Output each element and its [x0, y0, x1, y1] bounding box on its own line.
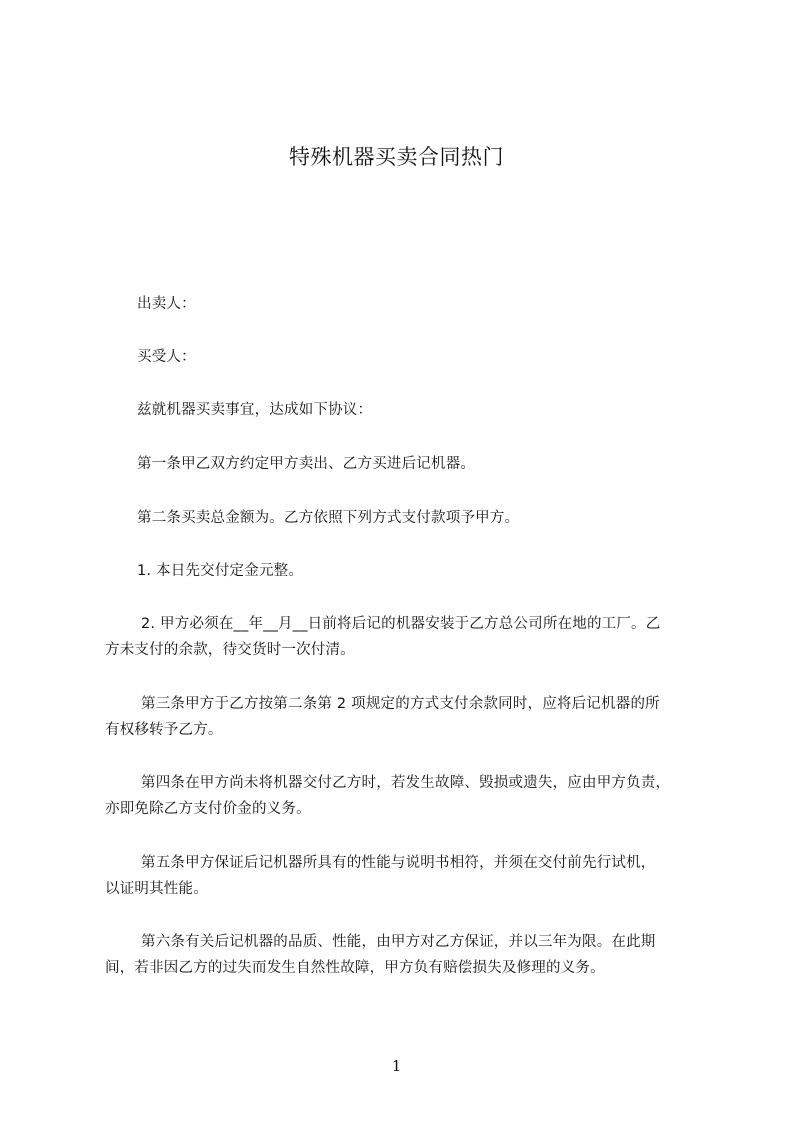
article-4-line-2: 亦即免除乙方支付价金的义务。 — [105, 801, 311, 817]
buyer-label: 买受人： — [137, 349, 196, 365]
article-2-item-2-line-1: 2. 甲方必须在__年__月__日前将后记的机器安装于乙方总公司所在地的工厂。乙 — [141, 616, 661, 632]
article-3-line-2: 有权移转予乙方。 — [105, 722, 223, 738]
article-3-line-1: 第三条甲方于乙方按第二条第 2 项规定的方式支付余款同时，应将后记机器的所 — [141, 696, 660, 712]
seller-label: 出卖人： — [137, 296, 196, 312]
article-2-item-1: 1. 本日先交付定金元整。 — [137, 563, 304, 579]
page-number: 1 — [391, 1057, 402, 1075]
document-title: 特殊机器买卖合同热门 — [289, 145, 504, 169]
article-5-line-1: 第五条甲方保证后记机器所具有的性能与说明书相符，并须在交付前先行试机， — [141, 855, 656, 871]
article-4-line-1: 第四条在甲方尚未将机器交付乙方时，若发生故障、毁损或遗失，应由甲方负责， — [141, 775, 671, 791]
article-5-line-2: 以证明其性能。 — [105, 881, 208, 897]
article-1: 第一条甲乙双方约定甲方卖出、乙方买进后记机器。 — [137, 456, 476, 472]
article-6-line-2: 间，若非因乙方的过失而发生自然性故障，甲方负有赔偿损失及修理的义务。 — [105, 960, 605, 976]
article-6-line-1: 第六条有关后记机器的品质、性能，由甲方对乙方保证，并以三年为限。在此期 — [141, 934, 656, 950]
article-2: 第二条买卖总金额为。乙方依照下列方式支付款项予甲方。 — [137, 510, 520, 526]
article-2-item-2-line-2: 方未支付的余款，待交货时一次付清。 — [105, 642, 355, 658]
intro-paragraph: 兹就机器买卖事宜，达成如下协议： — [137, 402, 373, 418]
